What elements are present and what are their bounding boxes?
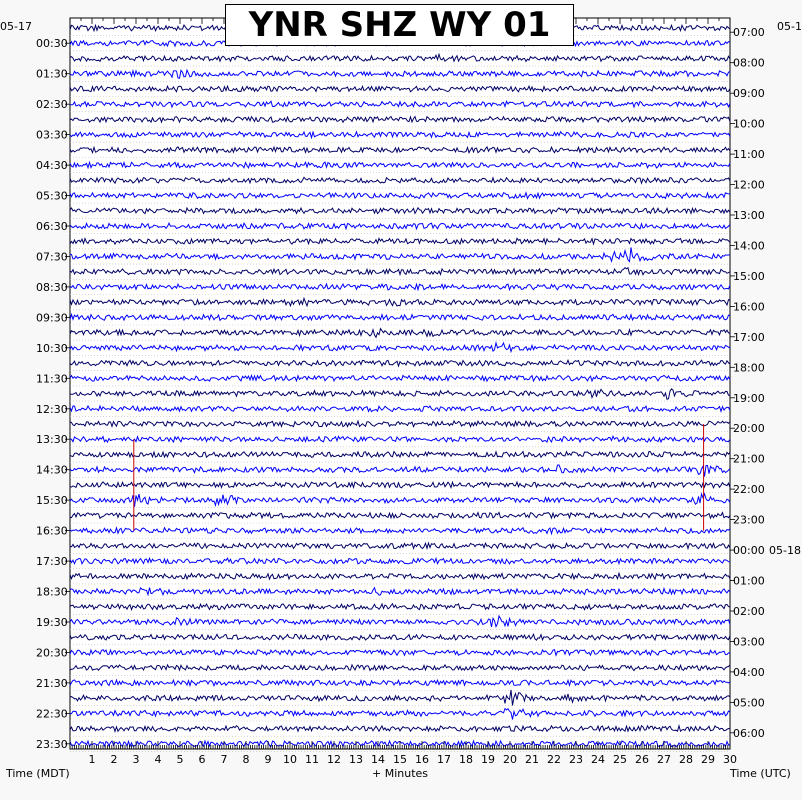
x-tick-label: 19 [481, 753, 495, 766]
right-time-label: 21:00 [733, 452, 765, 466]
right-time-label: 11:00 [733, 148, 765, 162]
left-time-label: 06:30 [36, 219, 68, 233]
right-time-label: 02:00 [733, 604, 765, 618]
x-tick-label: 25 [613, 753, 627, 766]
right-time-label: 07:00 [733, 26, 765, 40]
x-tick-label: 30 [723, 753, 737, 766]
left-time-label: 04:30 [36, 159, 68, 173]
left-time-label: 17:30 [36, 555, 68, 569]
right-time-label: 13:00 [733, 208, 765, 222]
right-time-label: 01:00 [733, 574, 765, 588]
right-time-label: 12:00 [733, 178, 765, 192]
left-time-label: 12:30 [36, 402, 68, 416]
right-time-label: 09:00 [733, 87, 765, 101]
right-time-label: 14:00 [733, 239, 765, 253]
x-tick-label: 21 [525, 753, 539, 766]
x-tick-label: 29 [701, 753, 715, 766]
x-tick-label: 26 [635, 753, 649, 766]
right-time-label: 18:00 [733, 361, 765, 375]
right-time-label: 04:00 [733, 665, 765, 679]
right-time-label: 19:00 [733, 391, 765, 405]
x-tick-label: 11 [305, 753, 319, 766]
date-label-inline: 05-18 [769, 544, 801, 558]
right-time-label: 00:00 [733, 544, 765, 558]
right-time-label: 17:00 [733, 330, 765, 344]
x-tick-label: 20 [503, 753, 517, 766]
left-time-label: 05:30 [36, 189, 68, 203]
x-tick-label: 4 [154, 753, 162, 766]
x-tick-label: 12 [327, 753, 341, 766]
left-time-label: 19:30 [36, 615, 68, 629]
right-time-label: 23:00 [733, 513, 765, 527]
chart-title: YNR SHZ WY 01 [225, 4, 574, 46]
left-time-label: 10:30 [36, 341, 68, 355]
x-tick-label: 22 [547, 753, 561, 766]
left-time-label: 09:30 [36, 311, 68, 325]
right-time-label: 06:00 [733, 726, 765, 740]
left-time-label: 11:30 [36, 372, 68, 386]
left-time-label: 20:30 [36, 646, 68, 660]
left-axis-label: Time (MDT) [6, 767, 70, 780]
x-tick-label: 1 [88, 753, 96, 766]
x-tick-label: 23 [569, 753, 583, 766]
x-tick-label: 7 [220, 753, 228, 766]
left-time-label: 03:30 [36, 128, 68, 142]
right-time-label: 16:00 [733, 300, 765, 314]
right-time-label: 08:00 [733, 56, 765, 70]
left-time-label: 14:30 [36, 463, 68, 477]
right-time-label: 03:00 [733, 635, 765, 649]
x-tick-label: 9 [264, 753, 272, 766]
x-tick-label: 16 [415, 753, 429, 766]
right-time-label: 22:00 [733, 483, 765, 497]
x-tick-label: 6 [198, 753, 206, 766]
x-tick-label: 27 [657, 753, 671, 766]
left-time-label: 21:30 [36, 676, 68, 690]
x-axis-label: + Minutes [372, 767, 429, 780]
left-time-label: 23:30 [36, 737, 68, 751]
left-time-label: 15:30 [36, 494, 68, 508]
right-time-label: 15:00 [733, 269, 765, 283]
left-time-label: 16:30 [36, 524, 68, 538]
date-label-right: 05-1 [777, 20, 802, 33]
left-time-label: 13:30 [36, 433, 68, 447]
x-tick-label: 28 [679, 753, 693, 766]
left-time-label: 22:30 [36, 707, 68, 721]
x-tick-label: 8 [242, 753, 250, 766]
right-time-label: 10:00 [733, 117, 765, 131]
x-tick-label: 5 [176, 753, 184, 766]
x-tick-label: 14 [371, 753, 385, 766]
x-tick-label: 2 [110, 753, 118, 766]
right-time-label: 20:00 [733, 422, 765, 436]
x-tick-label: 13 [349, 753, 363, 766]
date-label-left: 05-17 [0, 20, 32, 33]
left-time-label: 18:30 [36, 585, 68, 599]
x-tick-label: 18 [459, 753, 473, 766]
left-time-label: 01:30 [36, 67, 68, 81]
x-tick-label: 17 [437, 753, 451, 766]
x-tick-label: 3 [132, 753, 140, 766]
x-tick-label: 10 [283, 753, 297, 766]
left-time-label: 08:30 [36, 280, 68, 294]
right-time-label: 05:00 [733, 696, 765, 710]
left-time-label: 00:30 [36, 37, 68, 51]
right-axis-label: Time (UTC) [730, 767, 791, 780]
x-tick-label: 24 [591, 753, 605, 766]
left-time-label: 02:30 [36, 98, 68, 112]
x-tick-label: 15 [393, 753, 407, 766]
left-time-label: 07:30 [36, 250, 68, 264]
